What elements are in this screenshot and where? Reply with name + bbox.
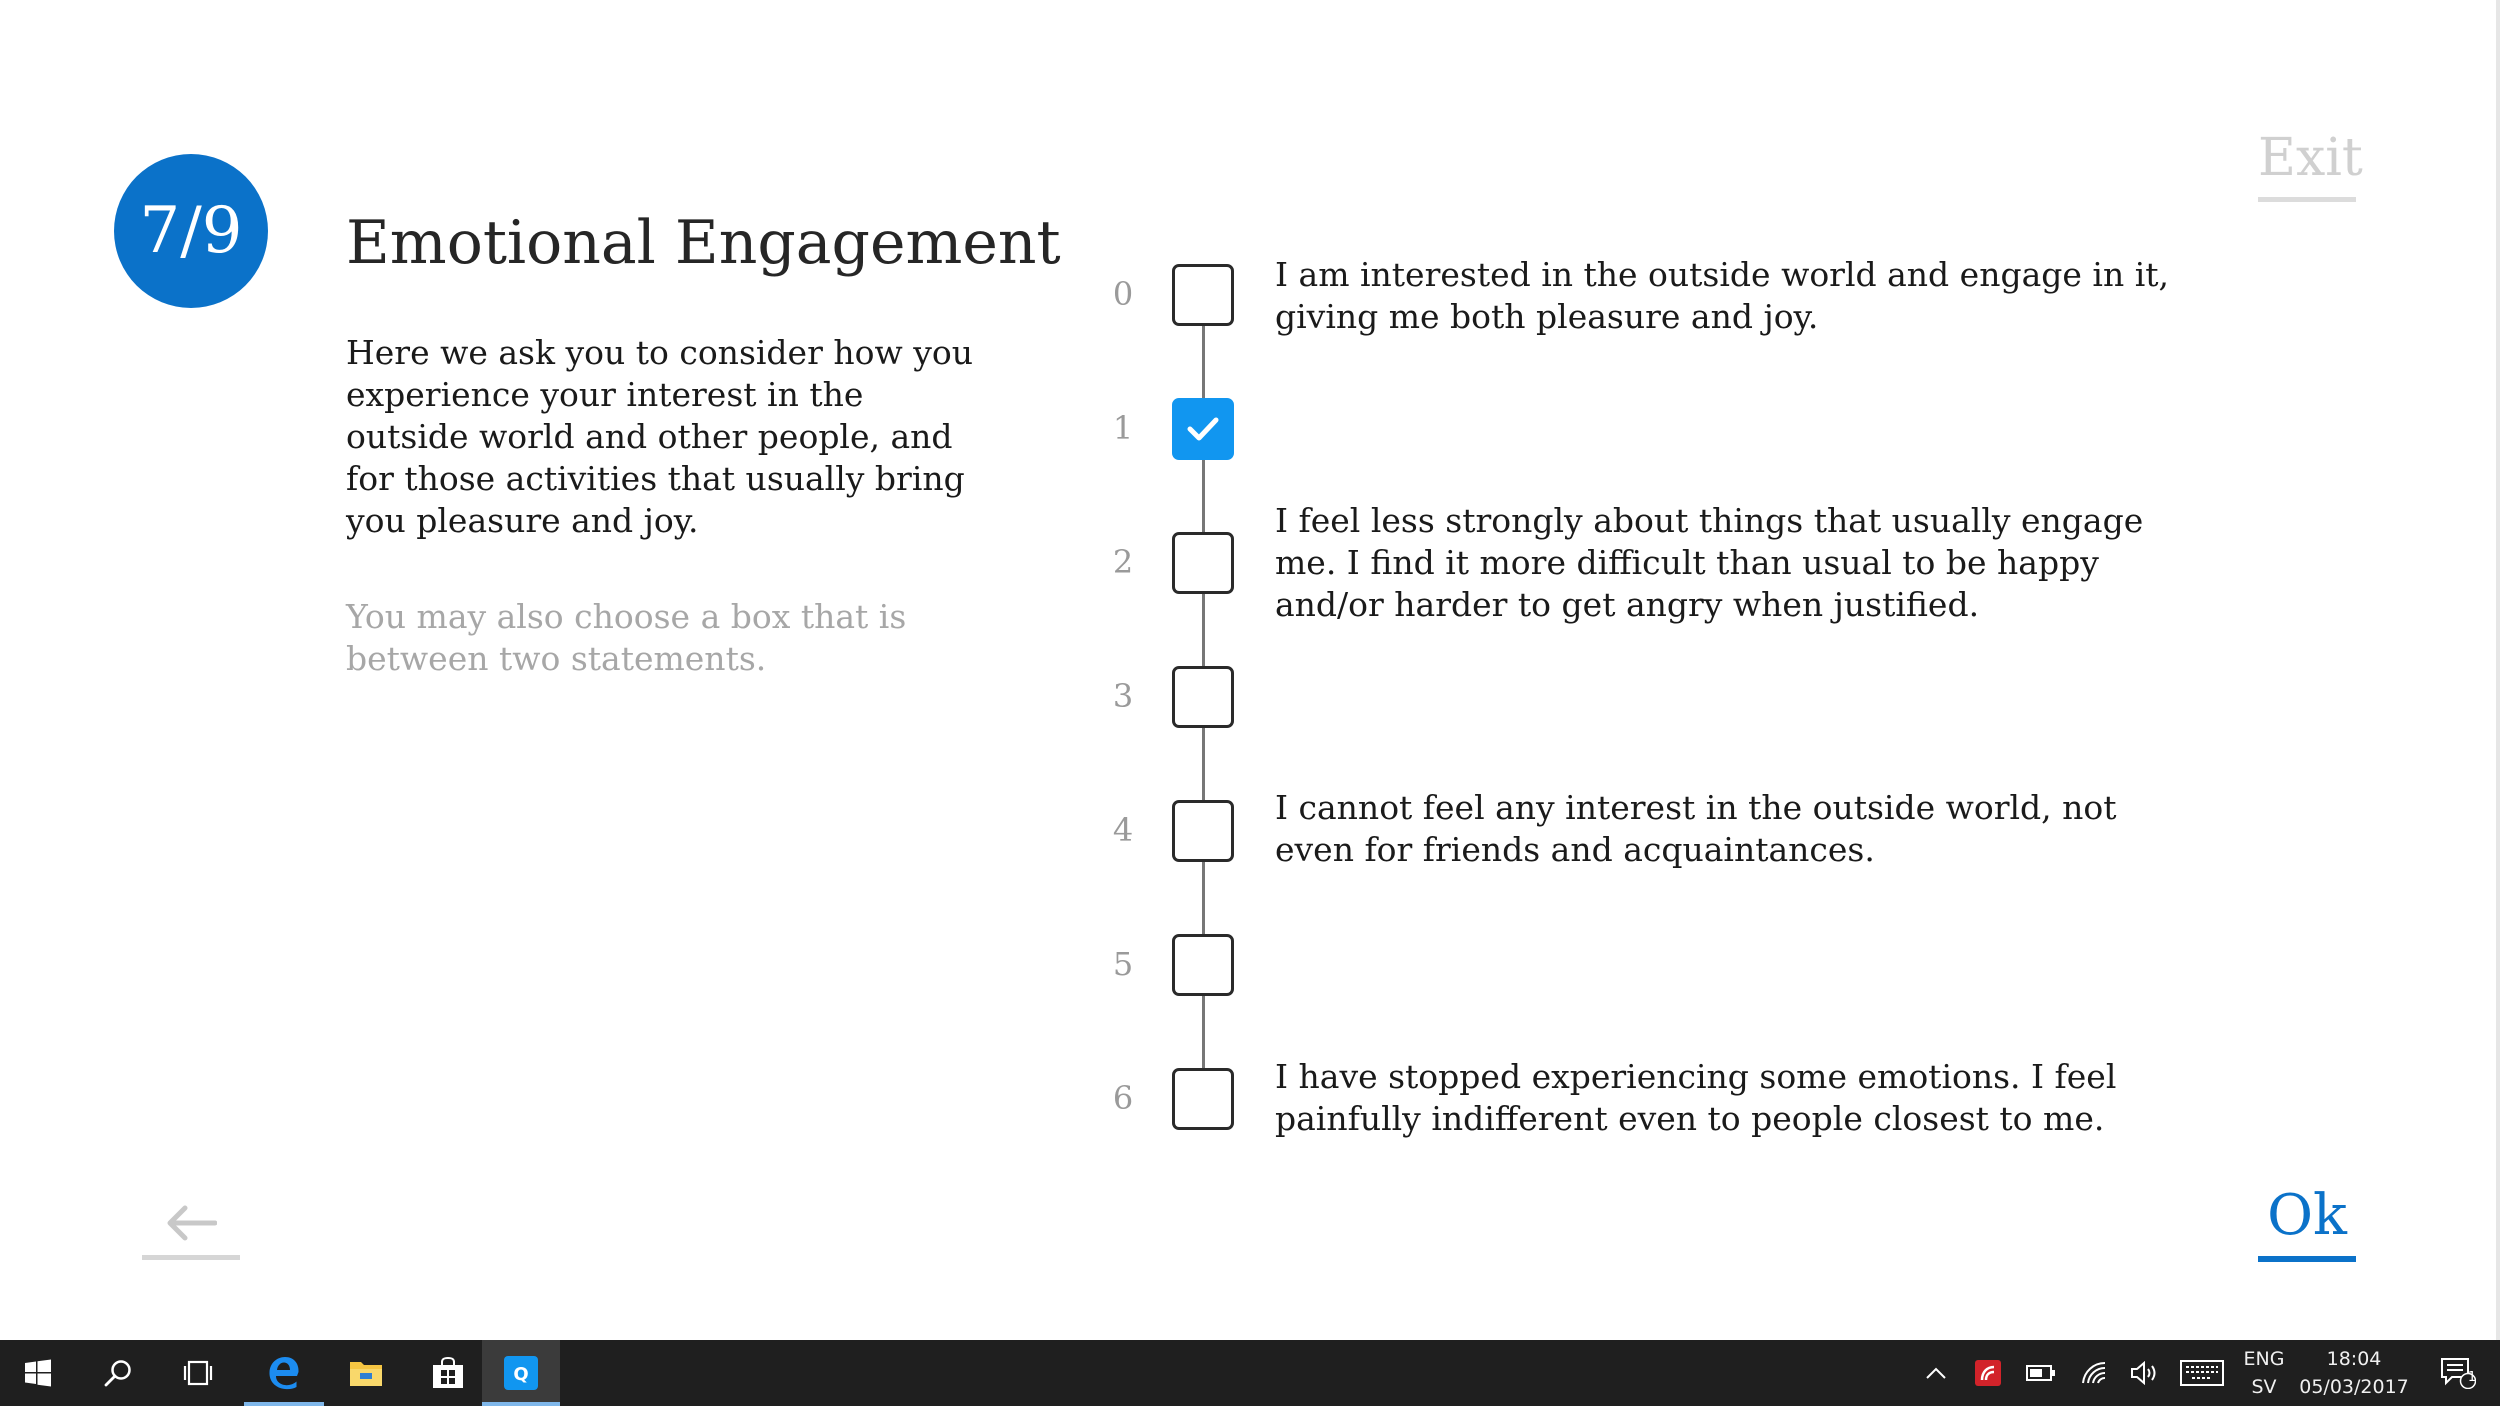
network-button[interactable] [2072, 1340, 2114, 1406]
taskbar-store[interactable] [408, 1340, 488, 1406]
battery-icon [2026, 1364, 2056, 1382]
tray-app-button[interactable] [1968, 1340, 2008, 1406]
step-indicator [114, 154, 268, 308]
notification-count: 1 [2467, 1370, 2477, 1385]
scrollbar[interactable] [2496, 0, 2500, 1340]
task-view-button[interactable] [160, 1340, 236, 1406]
option-number-2: 2 [1112, 543, 1134, 581]
option-statement-0: I am interested in the outside world and engage in it, giving me both pleasure and joy. [1275, 255, 2169, 336]
store-icon [431, 1357, 465, 1389]
touch-keyboard-button[interactable] [2176, 1340, 2228, 1406]
taskbar-edge[interactable] [244, 1340, 324, 1406]
antivirus-icon [1975, 1360, 2001, 1386]
option-number-0: 0 [1112, 275, 1134, 313]
taskbar [0, 1340, 2500, 1406]
question-description: Here we ask you to consider how you experience your interest in the outside world and other people, and for those activities that usually bring you pleasure and joy. [346, 333, 973, 540]
option-statement-6: I have stopped experiencing some emotions. I feel painfully indifferent even to people closest to me. [1275, 1057, 2117, 1138]
option-number-3: 3 [1112, 677, 1134, 715]
svg-text:Q: Q [513, 1364, 529, 1385]
task-view-icon [182, 1359, 214, 1387]
option-number-1: 1 [1112, 409, 1134, 447]
taskbar-file-explorer[interactable] [326, 1340, 406, 1406]
ok-button[interactable]: Ok [2258, 1180, 2356, 1262]
input-language[interactable]: ENG [2243, 1348, 2285, 1370]
taskbar-current-app[interactable] [482, 1340, 560, 1406]
option-statement-4: I cannot feel any interest in the outside world, not even for friends and acquaintances. [1275, 788, 2117, 869]
chevron-up-icon [1925, 1366, 1947, 1380]
wifi-icon [2079, 1361, 2107, 1385]
option-checkbox-3[interactable] [1172, 666, 1234, 728]
start-icon [24, 1359, 52, 1387]
volume-button[interactable] [2124, 1340, 2166, 1406]
file-explorer-icon [348, 1358, 384, 1388]
step-label: 7/9 [139, 194, 243, 268]
keyboard-icon [2180, 1360, 2224, 1386]
option-checkbox-0[interactable] [1172, 264, 1234, 326]
back-button[interactable] [142, 1190, 240, 1260]
option-checkbox-5[interactable] [1172, 934, 1234, 996]
option-number-6: 6 [1112, 1079, 1134, 1117]
app-icon [504, 1356, 538, 1390]
option-checkbox-6[interactable] [1172, 1068, 1234, 1130]
keyboard-layout[interactable]: SV [2251, 1376, 2277, 1398]
option-statement-2: I feel less strongly about things that usually engage me. I find it more difficult than usual to be happy and/or harder to get angry when justified. [1275, 501, 2144, 624]
search-icon [103, 1358, 133, 1388]
option-checkbox-4[interactable] [1172, 800, 1234, 862]
edge-icon [267, 1356, 301, 1390]
search-button[interactable] [80, 1340, 156, 1406]
volume-icon [2130, 1361, 2160, 1385]
option-number-4: 4 [1112, 811, 1134, 849]
exit-button[interactable]: Exit [2258, 128, 2356, 202]
clock-date[interactable]: 05/03/2017 [2299, 1376, 2409, 1398]
clock-time[interactable]: 18:04 [2326, 1348, 2382, 1370]
option-checkbox-2[interactable] [1172, 532, 1234, 594]
action-center-button[interactable] [2428, 1340, 2488, 1406]
hint-text: You may also choose a box that is between two statements. [346, 597, 907, 678]
battery-button[interactable] [2020, 1340, 2062, 1406]
checkmark-icon [1186, 415, 1220, 443]
show-hidden-icons-button[interactable] [1916, 1340, 1956, 1406]
option-checkbox-1[interactable] [1172, 398, 1234, 460]
page-title: Emotional Engagement [346, 208, 1061, 278]
arrow-left-icon [165, 1203, 217, 1243]
start-button[interactable] [0, 1340, 76, 1406]
option-number-5: 5 [1112, 945, 1134, 983]
